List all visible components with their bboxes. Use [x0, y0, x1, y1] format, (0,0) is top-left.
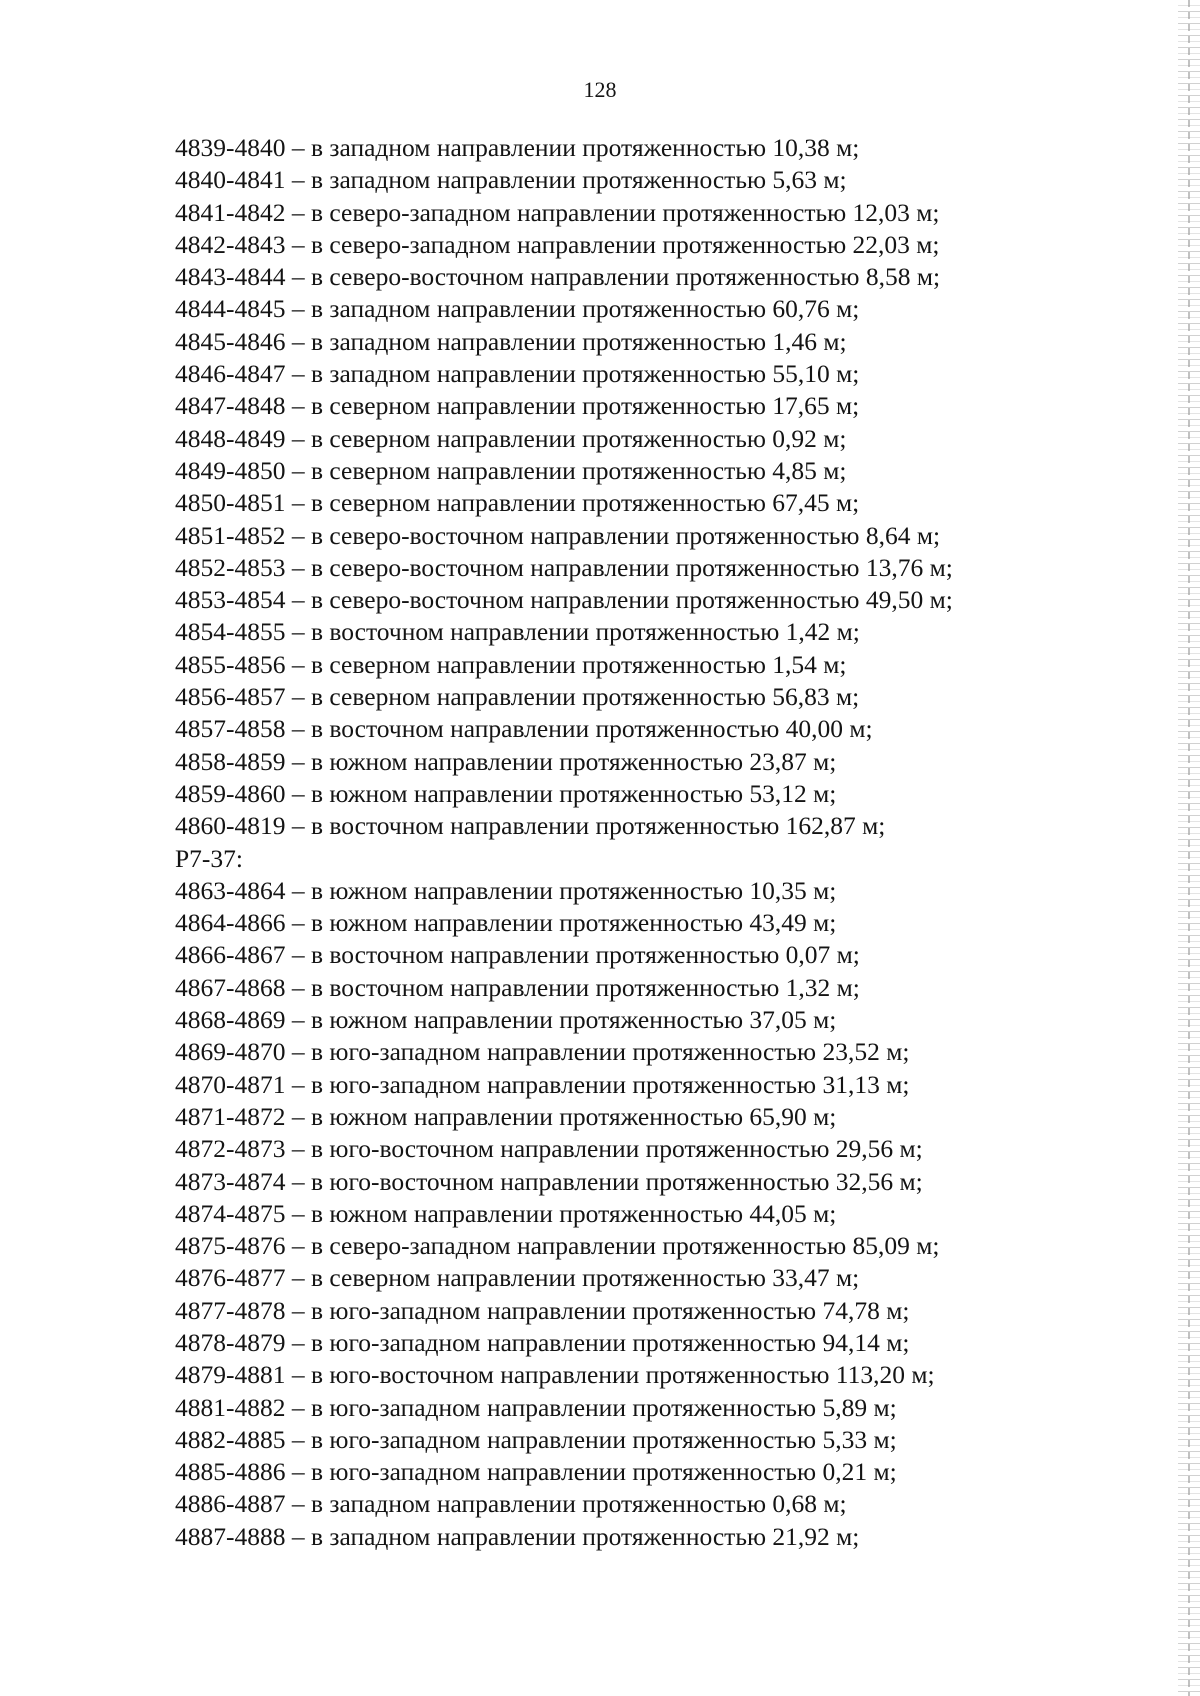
section-heading: Р7-37:	[175, 843, 244, 873]
list-item: 4852-4853 – в северо-восточном направлении протяженностью 13,76 м;	[175, 552, 953, 582]
list-item: 4843-4844 – в северо-восточном направлении протяженностью 8,58 м;	[175, 262, 941, 292]
list-item: 4856-4857 – в северном направлении протяженностью 56,83 м;	[175, 682, 860, 712]
list-item: 4842-4843 – в северо-западном направлении протяженностью 22,03 м;	[175, 229, 940, 259]
list-item: 4871-4872 – в южном направлении протяженностью 65,90 м;	[175, 1101, 837, 1131]
list-item: 4876-4877 – в северном направлении протяженностью 33,47 м;	[175, 1263, 860, 1293]
list-item: 4857-4858 – в восточном направлении протяженностью 40,00 м;	[175, 714, 873, 744]
list-item: 4858-4859 – в южном направлении протяженностью 23,87 м;	[175, 746, 837, 776]
list-item: 4851-4852 – в северо-восточном направлении протяженностью 8,64 м;	[175, 520, 941, 550]
list-item: 4870-4871 – в юго-западном направлении протяженностью 31,13 м;	[175, 1069, 910, 1099]
list-item: 4859-4860 – в южном направлении протяженностью 53,12 м;	[175, 778, 837, 808]
list-item: 4877-4878 – в юго-западном направлении протяженностью 74,78 м;	[175, 1295, 910, 1325]
list-item: 4860-4819 – в восточном направлении протяженностью 162,87 м;	[175, 811, 886, 841]
list-item: 4872-4873 – в юго-восточном направлении протяженностью 29,56 м;	[175, 1134, 923, 1164]
list-item: 4874-4875 – в южном направлении протяженностью 44,05 м;	[175, 1198, 837, 1228]
list-item: 4841-4842 – в северо-западном направлении протяженностью 12,03 м;	[175, 197, 940, 227]
list-item: 4868-4869 – в южном направлении протяженностью 37,05 м;	[175, 1005, 837, 1035]
scan-edge-line	[1188, 0, 1190, 1696]
list-item: 4885-4886 – в юго-западном направлении протяженностью 0,21 м;	[175, 1457, 897, 1487]
list-item: 4882-4885 – в юго-западном направлении протяженностью 5,33 м;	[175, 1424, 897, 1454]
list-item: 4875-4876 – в северо-западном направлении протяженностью 85,09 м;	[175, 1231, 940, 1261]
list-item: 4873-4874 – в юго-восточном направлении протяженностью 32,56 м;	[175, 1166, 923, 1196]
list-item: 4878-4879 – в юго-западном направлении протяженностью 94,14 м;	[175, 1327, 910, 1357]
list-item: 4869-4870 – в юго-западном направлении протяженностью 23,52 м;	[175, 1037, 910, 1067]
list-item: 4854-4855 – в восточном направлении протяженностью 1,42 м;	[175, 617, 860, 647]
list-item: 4839-4840 – в западном направлении протяженностью 10,38 м;	[175, 133, 860, 162]
list-item: 4881-4882 – в юго-западном направлении протяженностью 5,89 м;	[175, 1392, 897, 1422]
list-item: 4850-4851 – в северном направлении протяженностью 67,45 м;	[175, 488, 860, 518]
list-item: 4849-4850 – в северном направлении протяженностью 4,85 м;	[175, 455, 847, 485]
list-item: 4844-4845 – в западном направлении протяженностью 60,76 м;	[175, 294, 860, 324]
list-item: 4846-4847 – в западном направлении протяженностью 55,10 м;	[175, 359, 860, 389]
list-item: 4847-4848 – в северном направлении протяженностью 17,65 м;	[175, 391, 860, 421]
list-item: 4867-4868 – в восточном направлении протяженностью 1,32 м;	[175, 972, 860, 1002]
list-item: 4853-4854 – в северо-восточном направлении протяженностью 49,50 м;	[175, 585, 953, 615]
list-item: 4864-4866 – в южном направлении протяженностью 43,49 м;	[175, 908, 837, 938]
list-item: 4886-4887 – в западном направлении протяженностью 0,68 м;	[175, 1489, 847, 1519]
list-item: 4840-4841 – в западном направлении протяженностью 5,63 м;	[175, 165, 847, 195]
list-item: 4845-4846 – в западном направлении протяженностью 1,46 м;	[175, 326, 847, 356]
boundary-description-list	[175, 132, 1115, 1553]
list-item: 4887-4888 – в западном направлении протяженностью 21,92 м;	[175, 1521, 860, 1551]
list-item: 4863-4864 – в южном направлении протяженностью 10,35 м;	[175, 875, 837, 905]
list-item: 4848-4849 – в северном направлении протяженностью 0,92 м;	[175, 423, 847, 453]
page-number: 128	[583, 77, 617, 102]
list-item: 4855-4856 – в северном направлении протяженностью 1,54 м;	[175, 649, 847, 679]
list-item: 4879-4881 – в юго-восточном направлении протяженностью 113,20 м;	[175, 1360, 935, 1390]
list-item: 4866-4867 – в восточном направлении протяженностью 0,07 м;	[175, 940, 860, 970]
